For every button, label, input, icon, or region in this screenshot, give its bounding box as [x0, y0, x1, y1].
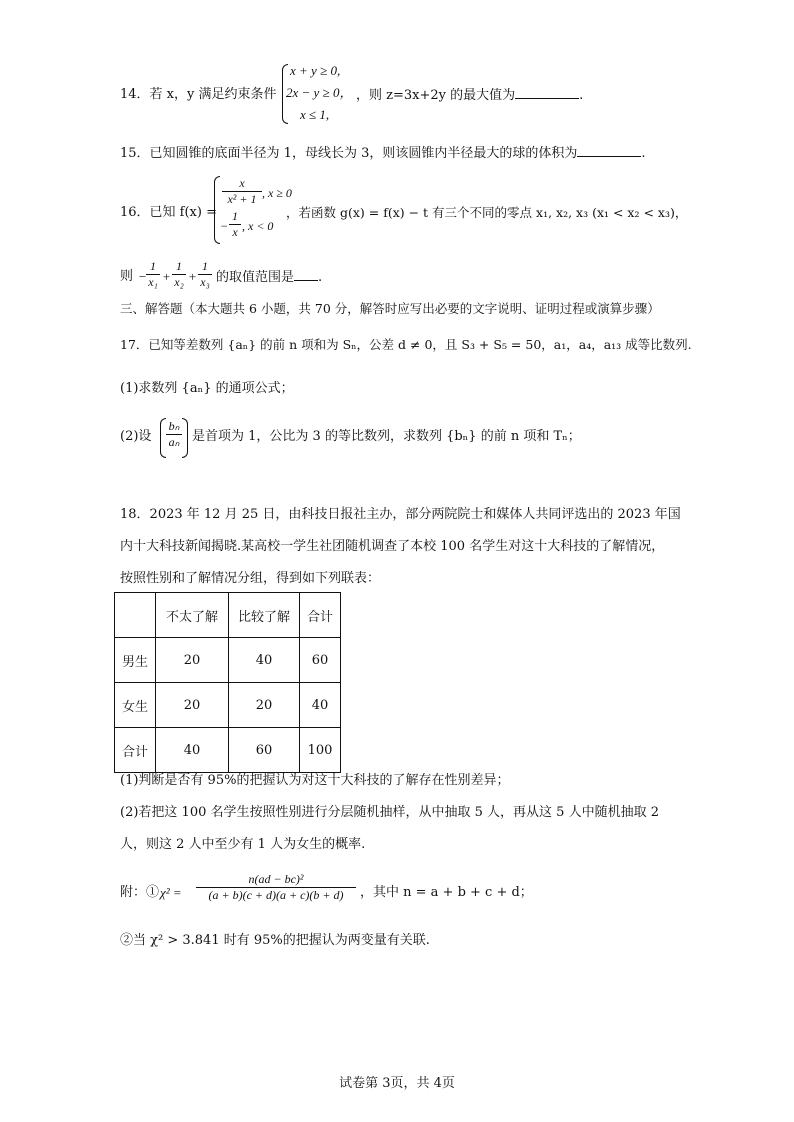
q14-end: . [579, 88, 584, 103]
table-header-cell: 合计 [300, 593, 341, 638]
q14-constraint-3: x ≤ 1, [300, 107, 330, 122]
q17-part2-fraction [166, 420, 182, 449]
q18-line-2: 内十大科技新闻揭晓.某高校一学生社团随机调查了本校 100 名学生对这十大科技的了解情况， [120, 539, 665, 554]
table-cell: 60 [300, 638, 341, 683]
q16-end: . [318, 270, 323, 285]
table-cell: 20 [229, 683, 300, 728]
q14-answer-blank [515, 86, 579, 99]
q16-case1-fraction [222, 177, 262, 206]
q17-part2-prefix: (2)设 [120, 429, 152, 444]
q16-case1-den: x² + 1 [227, 192, 257, 206]
table-header-cell: 比较了解 [229, 593, 300, 638]
q15-answer-blank [577, 144, 641, 157]
q16-case1-cond: , x ≥ 0 [262, 186, 292, 200]
q17-part2-suffix: 是首项为 1，公比为 3 的等比数列，求数列 {bₙ} 的前 n 项和 Tₙ； [192, 429, 581, 444]
section-3-heading: 三、解答题（本大题共 6 小题，共 70 分，解答时应写出必要的文字说明、证明过程或演算步骤） [120, 301, 660, 316]
q18-chi-num: n(ad − bc)² [248, 872, 304, 886]
q16-term1-den: x₁ [148, 275, 158, 289]
q18-chi-lhs: χ² = [160, 885, 182, 900]
table-header-row [115, 593, 341, 638]
q16-line2-suffix [216, 268, 322, 287]
q14-prefix: 14．若 x，y 满足约束条件 [120, 87, 277, 102]
q16-line2-prefix: 则 [120, 269, 134, 284]
q16-term-sign: − [138, 269, 147, 284]
q17-part1: (1)求数列 {aₙ} 的通项公式； [120, 381, 294, 396]
table-cell: 合计 [115, 728, 156, 773]
q18-appendix-label: 附：① [120, 885, 160, 900]
q18-part1: (1)判断是否有 95%的把握认为对这十大科技的了解存在性别差异； [120, 773, 510, 788]
q16-answer-blank [294, 268, 318, 281]
q16-case2-num: 1 [232, 209, 238, 223]
q16-plus-1: + [162, 269, 171, 284]
q18-chi-den: (a + b)(c + d)(a + c)(b + d) [208, 888, 344, 902]
table-header-cell: 不太了解 [156, 593, 229, 638]
q16-case2-den: x [232, 225, 238, 239]
q16-term1 [146, 260, 160, 289]
q16-plus-2: + [188, 269, 197, 284]
q15-text: 15．已知圆锥的底面半径为 1，母线长为 3，则该圆锥内半径最大的球的体积为 [120, 146, 578, 161]
q16-prefix: 16．已知 f(x) = [120, 205, 217, 220]
q18-chi-fraction [196, 873, 356, 902]
q16-case2-fraction [229, 210, 241, 239]
table-cell: 20 [156, 638, 229, 683]
q18-note-2: ②当 χ² > 3.841 时有 95%的把握认为两变量有关联. [120, 933, 430, 948]
page-footer: 试卷第 3页，共 4页 [339, 1076, 455, 1091]
table-header-cell [115, 593, 156, 638]
q17-stem: 17．已知等差数列 {aₙ} 的前 n 项和为 Sₙ，公差 d ≠ 0，且 S₃ + S₅ = 50，a₁，a₄，a₁₃ 成等比数列. [120, 337, 692, 352]
q14-suffix [356, 86, 583, 105]
q15 [120, 144, 646, 163]
q16-term3-den: x₃ [200, 275, 210, 289]
q16-case2-cond: , x < 0 [242, 219, 274, 233]
table-cell: 40 [156, 728, 229, 773]
q16-term3-num: 1 [202, 259, 208, 273]
q18-part2-line-1: (2)若把这 100 名学生按照性别进行分层随机抽样，从中抽取 5 人，再从这 5 人中随机抽取 2 [120, 805, 659, 820]
q17-part2-num: bₙ [168, 419, 180, 433]
contingency-table [114, 592, 341, 773]
table-cell: 20 [156, 683, 229, 728]
table-cell: 男生 [115, 638, 156, 683]
q16-term2 [172, 260, 186, 289]
q15-end: . [641, 146, 646, 161]
q14-constraint-2: 2x − y ≥ 0， [286, 85, 353, 100]
table-cell: 60 [229, 728, 300, 773]
q16-term1-num: 1 [150, 259, 156, 273]
q17-part2-den: aₙ [168, 435, 180, 449]
table-row [115, 638, 341, 683]
q18-part2-line-2: 人，则这 2 人中至少有 1 人为女生的概率. [120, 837, 366, 852]
q14-suffix-text: ，则 z=3x+2y 的最大值为 [356, 88, 516, 103]
q16-middle: ，若函数 g(x) = f(x) − t 有三个不同的零点 x₁, x₂, x₃ (x₁ < x₂ < x₃)， [286, 205, 688, 220]
q16-line2-suffix-text: 的取值范围是 [216, 270, 295, 285]
table-cell: 100 [300, 728, 341, 773]
q16-term3 [198, 260, 212, 289]
q14-constraint-1: x + y ≥ 0, [290, 63, 341, 78]
q18-line-3: 按照性别和了解情况分组，得到如下列联表： [120, 571, 381, 586]
q16-term2-den: x₂ [174, 275, 184, 289]
q18-chi-where: ，其中 n = a + b + c + d； [360, 885, 533, 900]
table-cell: 女生 [115, 683, 156, 728]
table-row [115, 728, 341, 773]
q18-line-1: 18．2023 年 12 月 25 日，由科技日报社主办，部分两院院士和媒体人共同评选出的 2023 年国 [120, 507, 681, 522]
q16-case1-num: x [239, 176, 245, 190]
q16-term2-num: 1 [176, 259, 182, 273]
q17-close-brace [182, 418, 188, 458]
table-cell: 40 [300, 683, 341, 728]
table-row [115, 683, 341, 728]
q16-case2-sign: − [220, 219, 229, 233]
table-cell: 40 [229, 638, 300, 683]
